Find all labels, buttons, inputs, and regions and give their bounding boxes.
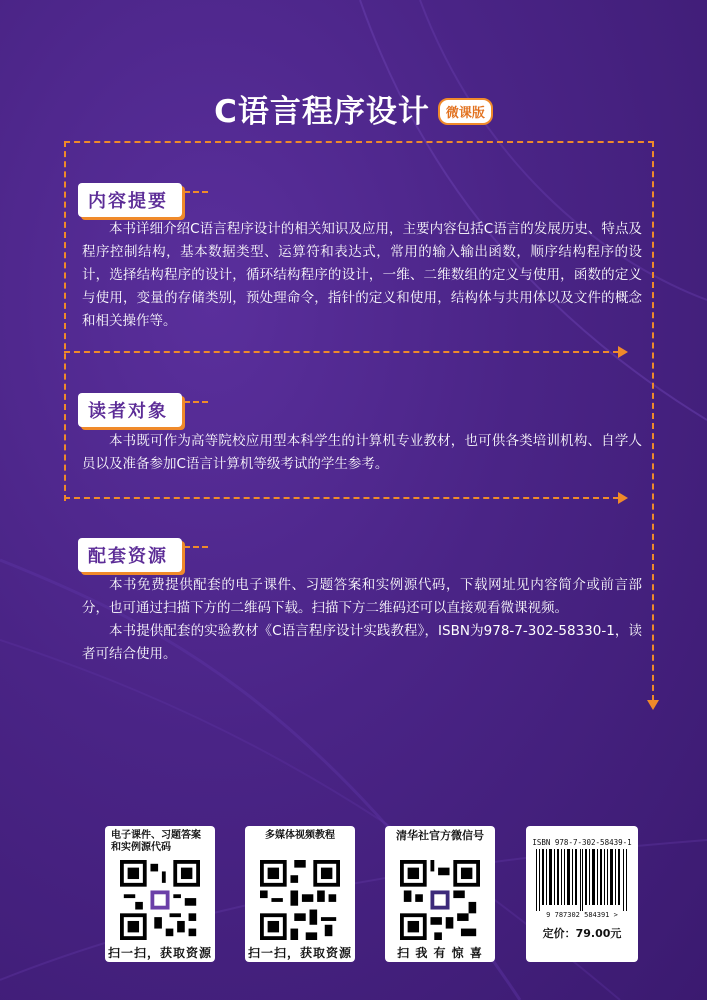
edition-badge: 微课版 xyxy=(438,98,493,125)
book-title: C语言程序设计 xyxy=(214,94,430,130)
frame-right-line xyxy=(652,141,654,701)
paragraph: 本书既可作为高等院校应用型本科学生的计算机专业教材，也可供各类培训机构、自学人员以及准备参加C语言计算机等级考试的学生参考。 xyxy=(82,433,642,472)
arrow-right-icon xyxy=(618,492,628,504)
qr-footer: 扫一扫，获取资源 xyxy=(107,946,212,960)
frame-divider-1 xyxy=(64,351,619,353)
qr-caption: 电子课件、习题答案和实例源代码 xyxy=(111,830,201,853)
section-heading-resources: 配套资源 xyxy=(78,538,182,572)
section-audience-body xyxy=(82,430,642,476)
qr-footer: 扫一扫，获取资源 xyxy=(247,946,352,960)
isbn-text: ISBN 978-7-302-58439-1 xyxy=(532,838,632,847)
frame-divider-2 xyxy=(64,497,619,499)
section-heading-summary: 内容提要 xyxy=(78,183,182,217)
paragraph: 本书免费提供配套的电子课件、习题答案和实例源代码，下载网址见内容简介或前言部分，也可通过扫描下方的二维码下载。扫描下方二维码还可以直接观看微课视频。 xyxy=(82,577,642,616)
isbn-barcode-card xyxy=(526,826,638,962)
isbn-digits: 9 787302 584391 > xyxy=(546,911,618,919)
frame-top-line xyxy=(64,141,654,143)
arrow-right-icon xyxy=(618,346,628,358)
qr-footer: 扫 我 有 惊 喜 xyxy=(397,946,483,960)
qr-code-icon[interactable] xyxy=(120,860,200,940)
section-heading-audience: 读者对象 xyxy=(78,393,182,427)
price-label: 定价：79.00元 xyxy=(542,927,622,940)
barcode-icon xyxy=(534,849,630,911)
qr-caption: 多媒体视频教程 xyxy=(265,830,335,841)
frame-left-line xyxy=(64,141,66,501)
section-resources-body xyxy=(82,574,642,666)
qr-code-icon[interactable] xyxy=(400,860,480,940)
qr-code-icon[interactable] xyxy=(260,860,340,940)
qr-caption: 清华社官方微信号 xyxy=(396,829,484,842)
qr-card-wechat[interactable] xyxy=(385,826,495,962)
qr-card-video[interactable] xyxy=(245,826,355,962)
paragraph: 本书提供配套的实验教材《C语言程序设计实践教程》，ISBN为978-7-302-58330-1，读者可结合使用。 xyxy=(82,623,642,662)
paragraph: 本书详细介绍C语言程序设计的相关知识及应用，主要内容包括C语言的发展历史、特点及程序控制结构，基本数据类型、运算符和表达式，常用的输入输出函数，顺序结构程序的设计，选择结构程序的设计，循环结构程序的设计，一维、二维数组的定义与使用，函数的定义与使用，变量的存储类别，预处理命令，指针的定义和使用，结构体与共用体以及文件的概念和相关操作等。 xyxy=(82,221,642,329)
section-summary-body xyxy=(82,218,642,333)
book-title-area xyxy=(0,86,707,131)
arrow-down-icon xyxy=(647,700,659,710)
qr-card-resources[interactable] xyxy=(105,826,215,962)
